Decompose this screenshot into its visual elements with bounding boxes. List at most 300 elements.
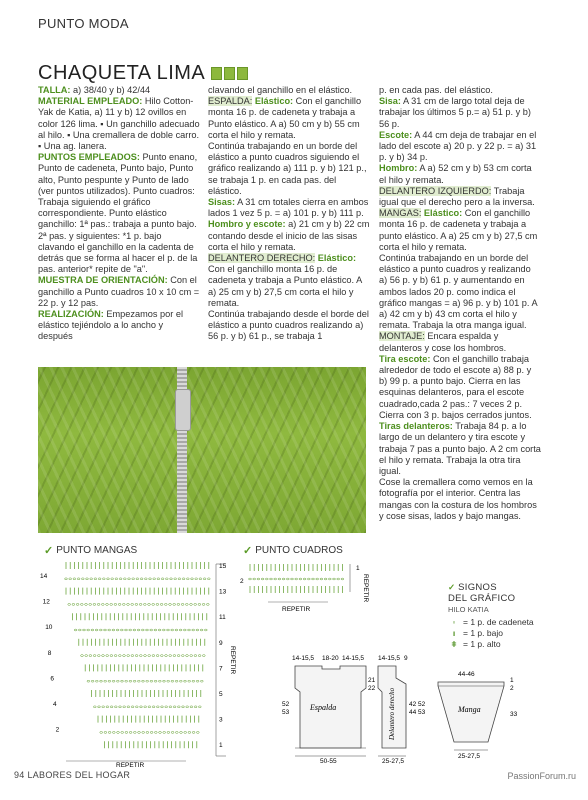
- stitch-mark: [102, 655, 105, 657]
- stitch-mark: [175, 629, 178, 631]
- stitch-mark: [139, 655, 142, 657]
- stitch-mark: [261, 578, 264, 580]
- stitch-mark: [169, 706, 172, 708]
- realizacion-text: Empezamos por el elástico tejiéndolo a lo ancho y después: [38, 309, 183, 342]
- stitch-mark: [131, 655, 134, 657]
- stitch-mark: [108, 629, 111, 631]
- stitch-mark: [154, 629, 157, 631]
- stitch-mark: [87, 629, 90, 631]
- izquierdo-text: Trabaja igual que el derecho pero a la inversa.: [379, 185, 535, 208]
- text-column-3: [379, 85, 541, 522]
- stitch-mark: [328, 578, 331, 580]
- col2-p1: clavando el ganchillo en el elástico.: [208, 85, 353, 95]
- stitch-mark: [156, 604, 159, 606]
- stitch-mark: [125, 629, 128, 631]
- esp-side-left-2: 53: [282, 709, 290, 716]
- tira-text: Con el ganchillo trabaja alrededor de todo el escote a) 88 p. y b) 99 p. a punto bajo. Cierra en las esquinas delanteros, para el escote cuadrado,cada 2 pas.: 7 veces 2 p. Cierra con 3 p. bajos cerrados juntos.: [379, 353, 532, 420]
- talla-label: TALLA:: [38, 85, 71, 95]
- stitch-mark: [90, 578, 93, 580]
- stitch-mark: [131, 706, 134, 708]
- stitch-mark: [152, 706, 155, 708]
- del-right-2: 44: [409, 709, 417, 716]
- col3-p1: p. en cada pas. del elástico.: [379, 85, 493, 95]
- stitch-mark: [112, 680, 115, 682]
- stitch-mark: [202, 604, 205, 606]
- legend-item-alto: [448, 639, 534, 650]
- stitch-mark: [333, 578, 336, 580]
- stitch-mark: [171, 680, 174, 682]
- stitch-mark: [81, 655, 84, 657]
- stitch-mark: [86, 578, 89, 580]
- stitch-mark: [182, 706, 185, 708]
- stitch-mark: [148, 604, 151, 606]
- stitch-mark: [77, 578, 80, 580]
- cuadros-stitch-rows: [249, 564, 344, 593]
- stitch-mark: [99, 629, 102, 631]
- esp-side-left-1: 52: [282, 701, 290, 708]
- stitch-mark: [112, 629, 115, 631]
- stitch-mark: [265, 578, 268, 580]
- stitch-mark: [156, 655, 159, 657]
- stitch-mark: [74, 629, 77, 631]
- stitch-mark: [175, 680, 178, 682]
- chain-stitch-icon: ◦: [452, 617, 456, 627]
- escote-label: Escote:: [379, 129, 413, 140]
- stitch-mark: [98, 578, 101, 580]
- stitch-mark: [122, 604, 125, 606]
- single-crochet-icon: ı: [452, 628, 456, 638]
- stitch-mark: [132, 578, 135, 580]
- stitch-mark: [184, 732, 187, 734]
- legend-item-text: = 1 p. de cadeneta: [463, 617, 534, 627]
- mangas-left-numbers: [40, 573, 60, 734]
- mangas-row-number: 8: [47, 649, 52, 657]
- stitch-mark: [93, 706, 96, 708]
- espalda-sub: Elástico:: [252, 96, 294, 107]
- stitch-mark: [152, 604, 155, 606]
- stitch-mark: [154, 680, 157, 682]
- esp-top-mid: 18-20: [322, 655, 339, 662]
- stitch-mark: [133, 629, 136, 631]
- stitch-mark: [161, 706, 164, 708]
- stitch-mark: [191, 578, 194, 580]
- esp-top-left: 14-15,5: [292, 655, 315, 662]
- stitch-mark: [177, 655, 180, 657]
- stitch-mark: [159, 732, 162, 734]
- realizacion-label: REALIZACIÓN:: [38, 309, 104, 320]
- chart-cuadros-title: PUNTO CUADROS: [255, 545, 343, 556]
- stitch-mark: [179, 629, 182, 631]
- col3-p3: Cose la cremallera como vemos en la fotografía por el interior. Centra las mangas con la costura de los hombros y cose sisas, lados y bajo mangas.: [379, 477, 537, 521]
- stitch-mark: [129, 680, 132, 682]
- sisas-label: Sisas:: [208, 197, 236, 208]
- stitch-mark: [194, 655, 197, 657]
- material-label: MATERIAL EMPLEADO:: [38, 96, 143, 107]
- stitch-mark: [194, 706, 197, 708]
- stitch-mark: [170, 578, 173, 580]
- stitch-mark: [160, 604, 163, 606]
- del-bottom: 25-27,5: [382, 758, 405, 764]
- stitch-mark: [179, 680, 182, 682]
- stitch-mark: [93, 604, 96, 606]
- stitch-mark: [127, 604, 130, 606]
- stitch-mark: [161, 578, 164, 580]
- del-right-3: 52: [418, 701, 426, 708]
- stitch-mark: [116, 629, 119, 631]
- stitch-mark: [120, 629, 123, 631]
- stitch-mark: [123, 655, 126, 657]
- material-text: Hilo Cotton-Yak de Katia, a) 11 y b) 12 ovillos en color 126 lima. ▪ Un ganchillo adecuado al hilo. ▪ Una cremallera de doble carro. ▪ Una ag. lanera.: [38, 96, 200, 152]
- stitch-mark: [97, 655, 100, 657]
- stitch-mark: [282, 578, 285, 580]
- stitch-mark: [249, 578, 252, 580]
- stitch-mark: [133, 680, 136, 682]
- stitch-mark: [114, 655, 117, 657]
- stitch-mark: [171, 732, 174, 734]
- mangas-row-number: 13: [219, 588, 227, 596]
- text-column-2: [208, 85, 370, 343]
- espalda-label: ESPALDA:: [208, 96, 253, 107]
- puntos-label: PUNTOS EMPLEADOS:: [38, 152, 140, 163]
- stitch-mark: [303, 578, 306, 580]
- izquierdo-label: DELANTERO IZQUIERDO:: [379, 185, 492, 196]
- mangas-row-number: 9: [219, 639, 223, 647]
- check-icon: ✓: [448, 582, 456, 592]
- stitch-mark: [111, 578, 114, 580]
- stitch-mark: [173, 706, 176, 708]
- mangas-stitch-rows: [65, 562, 211, 748]
- zipper-pull-image: [175, 389, 191, 431]
- stitch-mark: [158, 629, 161, 631]
- muestra-text: Con el ganchillo a Punto cuadros 10 x 10 cm = 22 p. y 12 pas.: [38, 275, 200, 308]
- tiras-label: Tiras delanteros:: [379, 421, 453, 432]
- sisa-label: Sisa:: [379, 96, 401, 107]
- esp-top-right: 14-15,5: [342, 655, 365, 662]
- stitch-mark: [123, 578, 126, 580]
- stitch-mark: [83, 629, 86, 631]
- stitch-mark: [167, 629, 170, 631]
- mangas-row-number: 7: [219, 665, 223, 673]
- stitch-mark: [106, 655, 109, 657]
- stitch-mark: [110, 655, 113, 657]
- stitch-mark: [114, 604, 117, 606]
- man-right-3: 33: [510, 711, 518, 718]
- stitch-mark: [125, 732, 128, 734]
- stitch-mark: [291, 578, 294, 580]
- stitch-mark: [199, 578, 202, 580]
- stitch-mark: [173, 604, 176, 606]
- stitch-mark: [121, 732, 124, 734]
- stitch-mark: [89, 655, 92, 657]
- stitch-mark: [107, 578, 110, 580]
- mangas-row-number: 3: [219, 716, 223, 724]
- delantero-label: Delantero derecho: [388, 687, 396, 740]
- stitch-mark: [153, 578, 156, 580]
- montaje-text: Encara espalda y delanteros y cose los hombros.: [379, 331, 507, 353]
- stitch-mark: [253, 578, 256, 580]
- stitch-mark: [81, 578, 84, 580]
- stitch-mark: [140, 706, 143, 708]
- stitch-mark: [102, 578, 105, 580]
- stitch-mark: [190, 655, 193, 657]
- legend-item-text: = 1 p. alto: [463, 639, 501, 649]
- stitch-mark: [174, 578, 177, 580]
- stitch-mark: [127, 655, 130, 657]
- double-crochet-icon: ǂ: [451, 639, 457, 649]
- stitch-mark: [68, 604, 71, 606]
- stitch-mark: [195, 578, 198, 580]
- stitch-mark: [104, 732, 107, 734]
- stitch-mark: [85, 655, 88, 657]
- stitch-mark: [137, 629, 140, 631]
- muestra-label: MUESTRA DE ORIENTACIÓN:: [38, 275, 168, 286]
- stitch-mark: [307, 578, 310, 580]
- stitch-mark: [135, 655, 138, 657]
- stitch-mark: [190, 706, 193, 708]
- stitch-mark: [178, 578, 181, 580]
- stitch-mark: [121, 680, 124, 682]
- stitch-mark: [149, 578, 152, 580]
- puntos-text: Punto enano, Punto de cadeneta, Punto bajo, Punto alto, Punto pespunte y Punto de lado (ver puntos utilizados). Punto cuadros: Trabaja siguiendo el gráfico correspondiente. Punto elástico ganchillo: 1ª pas.: trabaja a punto bajo. 2ª pas. y siguientes: *1 p. bajo clavando el ganchillo en la cadenta de detrás que se forma al hacer el p. de la pas. anterior* repite de "a".: [38, 152, 198, 275]
- page-footer: [14, 770, 130, 780]
- mangas-row-number: 2: [55, 726, 60, 734]
- mangas-row-number: 6: [50, 675, 55, 683]
- chart-cuadros-diagram: [238, 558, 378, 626]
- stitch-mark: [167, 680, 170, 682]
- title-row: [38, 62, 248, 85]
- stitch-mark: [102, 706, 105, 708]
- cuadros-repetir-bottom: REPETIR: [282, 606, 311, 613]
- stitch-mark: [163, 680, 166, 682]
- man-bottom: 25-27,5: [458, 753, 481, 760]
- del-right-4: 53: [418, 709, 426, 716]
- legend: [448, 582, 534, 650]
- stitch-mark: [146, 732, 149, 734]
- stitch-mark: [65, 578, 68, 580]
- stitch-mark: [162, 629, 165, 631]
- stitch-mark: [188, 629, 191, 631]
- stitch-mark: [152, 655, 155, 657]
- chart-cuadros-heading: [243, 544, 343, 557]
- stitch-mark: [104, 629, 107, 631]
- esp-bottom: 50-55: [320, 758, 337, 764]
- sisas-text: A 31 cm totales cierra en ambos lados 1 vez 5 p. = a) 101 p. y b) 111 p.: [208, 197, 369, 219]
- stitch-mark: [123, 706, 126, 708]
- stitch-mark: [341, 578, 344, 580]
- stitch-mark: [115, 578, 118, 580]
- stitch-mark: [192, 732, 195, 734]
- stitch-mark: [274, 578, 277, 580]
- stitch-mark: [286, 578, 289, 580]
- stitch-mark: [104, 680, 107, 682]
- stitch-mark: [154, 732, 157, 734]
- montaje-label: MONTAJE:: [379, 331, 425, 342]
- delantero-label: DELANTERO DERECHO:: [208, 253, 316, 264]
- stitch-mark: [204, 629, 207, 631]
- stitch-mark: [203, 578, 206, 580]
- stitch-mark: [72, 604, 75, 606]
- mangas-label: MANGAS:: [379, 208, 422, 219]
- stitch-mark: [188, 680, 191, 682]
- stitch-mark: [183, 629, 186, 631]
- stitch-mark: [127, 706, 130, 708]
- legend-item-cadeneta: [448, 617, 534, 628]
- man-right-1: 1: [510, 677, 514, 684]
- hombro-text: a) 21 cm y b) 22 cm contando desde el inicio de las sisas corta el hilo y remata.: [208, 219, 370, 252]
- delantero-sub: Elástico:: [315, 253, 357, 264]
- stitch-mark: [141, 629, 144, 631]
- stitch-mark: [138, 732, 141, 734]
- stitch-mark: [196, 680, 199, 682]
- stitch-mark: [177, 604, 180, 606]
- stitch-mark: [118, 604, 121, 606]
- stitch-mark: [128, 578, 131, 580]
- stitch-mark: [165, 578, 168, 580]
- stitch-mark: [165, 706, 168, 708]
- stitch-mark: [198, 604, 201, 606]
- stitch-mark: [192, 629, 195, 631]
- stitch-mark: [112, 732, 115, 734]
- stitch-mark: [142, 732, 145, 734]
- page-title: CHAQUETA LIMA: [38, 62, 206, 84]
- stitch-mark: [146, 629, 149, 631]
- stitch-mark: [175, 732, 178, 734]
- stitch-mark: [114, 706, 117, 708]
- stitch-mark: [320, 578, 323, 580]
- section-label: PUNTO MODA: [38, 16, 129, 31]
- magazine-name: LABORES DEL HOGAR: [27, 770, 131, 780]
- stitch-mark: [93, 655, 96, 657]
- garment-photo: [38, 367, 366, 533]
- stitch-mark: [169, 655, 172, 657]
- stitch-mark: [196, 732, 199, 734]
- stitch-mark: [324, 578, 327, 580]
- cuadros-left-number: 2: [240, 578, 244, 585]
- stitch-mark: [73, 578, 76, 580]
- talla-text: a) 38/40 y b) 42/44: [70, 85, 151, 95]
- stitch-mark: [299, 578, 302, 580]
- stitch-mark: [95, 629, 98, 631]
- garment-schematic: [278, 652, 530, 764]
- hombro2-text: A a) 52 cm y b) 53 cm corta el hilo y remata.: [379, 163, 532, 185]
- stitch-mark: [200, 680, 203, 682]
- stitch-mark: [133, 732, 136, 734]
- hombro-label: Hombro y escote:: [208, 219, 286, 230]
- stitch-mark: [89, 604, 92, 606]
- manga-label: Manga: [458, 705, 481, 714]
- col2-p3: Continúa trabajando desde el borde del elástico a punto cuadros realizando a) 56 p. y b) 61 p., se trabaja 1: [208, 309, 369, 342]
- stitch-mark: [186, 578, 189, 580]
- espalda-text: Con el ganchillo monta 16 p. de cadeneta y trabaja a Punto elástico. A a) 50 cm y b) 55 cm corta el hilo y remata.: [208, 96, 362, 140]
- escote-text: A 44 cm deja de trabajar en el lado del escote a) 20 p. y 22 p. = a) 31 p. y b) 34 p.: [379, 129, 537, 163]
- mangas-row-number: 4: [53, 701, 57, 708]
- del-top-right: 9: [404, 655, 408, 662]
- stitch-mark: [142, 680, 145, 682]
- stitch-mark: [135, 706, 138, 708]
- stitch-mark: [184, 680, 187, 682]
- sisa-text: A 31 cm de largo total deja de trabajar los últimos 5 p.= a) 51 p. y b) 56 p.: [379, 96, 531, 129]
- stitch-mark: [98, 706, 101, 708]
- stitch-mark: [194, 604, 197, 606]
- stitch-mark: [150, 732, 153, 734]
- legend-brand: HILO KATIA: [448, 605, 489, 614]
- stitch-mark: [87, 680, 90, 682]
- col3-p2: Continúa trabajando en un borde del elástico a punto cuadros y realizando a) 56 p. y b) 61 p. y aumentando en ambos lados 20 p. como indica el gráfico mangas = a) 96 p. y b) 101 p. A a) 42 cm y b) 43 cm corta el hilo y remata. Trabaja la otra manga igual.: [379, 253, 538, 331]
- stitch-mark: [110, 604, 113, 606]
- stitch-mark: [165, 655, 168, 657]
- stitch-mark: [163, 732, 166, 734]
- stitch-mark: [78, 629, 81, 631]
- stitch-mark: [192, 680, 195, 682]
- stitch-mark: [136, 578, 139, 580]
- stitch-mark: [169, 604, 172, 606]
- mangas-right-numbers: [219, 563, 227, 749]
- stitch-mark: [257, 578, 260, 580]
- stitch-mark: [106, 706, 109, 708]
- stitch-mark: [171, 629, 174, 631]
- stitch-mark: [140, 578, 143, 580]
- stitch-mark: [117, 732, 120, 734]
- mangas-row-number: 1: [219, 742, 223, 750]
- stitch-mark: [164, 604, 167, 606]
- stitch-mark: [137, 680, 140, 682]
- mangas-row-number: 11: [219, 614, 226, 622]
- stitch-mark: [85, 604, 88, 606]
- stitch-mark: [182, 578, 185, 580]
- stitch-mark: [144, 578, 147, 580]
- mangas-row-number: 14: [40, 573, 48, 580]
- stitch-mark: [167, 732, 170, 734]
- stitch-mark: [312, 578, 315, 580]
- stitch-mark: [158, 680, 161, 682]
- mangas-repetir-bottom: REPETIR: [116, 762, 145, 768]
- stitch-mark: [181, 655, 184, 657]
- stitch-mark: [101, 604, 104, 606]
- stitch-mark: [91, 680, 94, 682]
- stitch-mark: [144, 655, 147, 657]
- stitch-mark: [177, 706, 180, 708]
- stitch-mark: [129, 732, 132, 734]
- stitch-mark: [129, 629, 132, 631]
- stitch-mark: [337, 578, 340, 580]
- title-decoration-icon: [211, 67, 248, 80]
- stitch-mark: [76, 604, 79, 606]
- stitch-mark: [106, 604, 109, 606]
- stitch-mark: [206, 604, 209, 606]
- mangas-row-number: 15: [219, 563, 227, 570]
- stitch-mark: [119, 578, 122, 580]
- stitch-mark: [146, 680, 149, 682]
- stitch-mark: [202, 655, 205, 657]
- stitch-mark: [181, 604, 184, 606]
- tiras-text: Trabaja 84 p. a lo largo de un delantero y tira escote y trabaja 7 pas a punto bajo. A 2 cm corta el hilo y remata. Trabaja la otra tira igual.: [379, 421, 541, 476]
- legend-title-2: DEL GRÁFICO: [448, 593, 516, 604]
- check-icon: ✓: [44, 545, 54, 557]
- stitch-mark: [173, 655, 176, 657]
- stitch-mark: [198, 655, 201, 657]
- stitch-mark: [198, 706, 201, 708]
- stitch-mark: [200, 629, 203, 631]
- stitch-mark: [186, 655, 189, 657]
- stitch-mark: [91, 629, 94, 631]
- stitch-mark: [108, 732, 111, 734]
- esp-side-right-2: 22: [368, 685, 376, 692]
- stitch-mark: [148, 655, 151, 657]
- del-right-1: 42: [409, 701, 417, 708]
- stitch-mark: [180, 732, 183, 734]
- man-right-2: 2: [510, 685, 514, 692]
- stitch-mark: [143, 604, 146, 606]
